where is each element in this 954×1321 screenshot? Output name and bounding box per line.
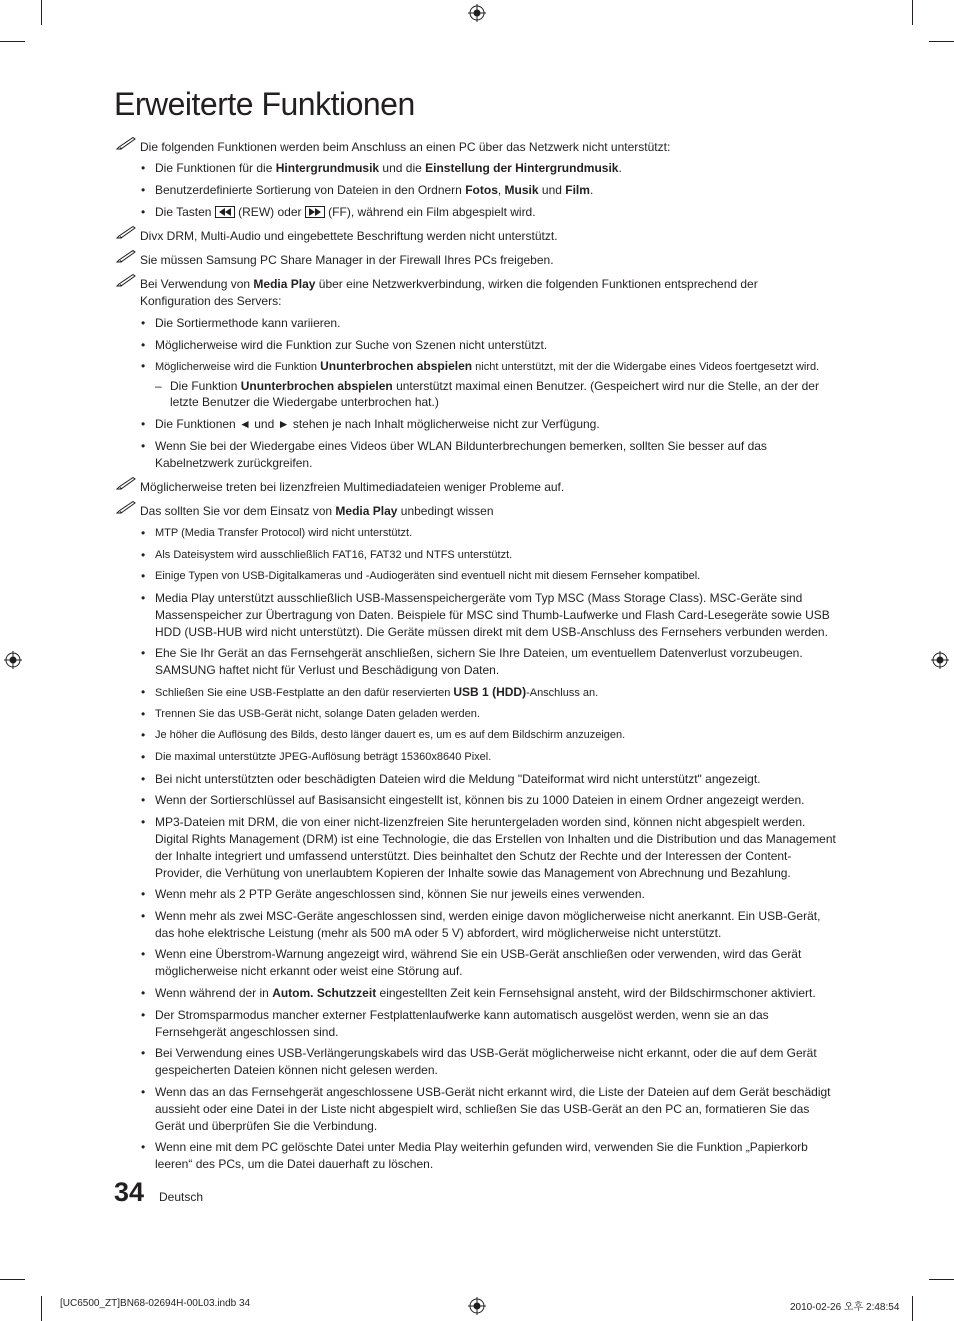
list-item: Fernsehgerät angeschlossen sind. bbox=[155, 1025, 339, 1039]
list-item: Möglicherweise wird die Funktion zur Suche von Szenen nicht unterstützt. bbox=[155, 338, 548, 352]
bullet-dot: • bbox=[141, 887, 146, 901]
list-item: Wenn das an das Fernsehgerät angeschlossene USB-Gerät nicht erkannt wird, die Liste der Dateien auf dem Gerät beschädigt bbox=[155, 1085, 831, 1099]
list-item: MP3-Dateien mit DRM, die von einer nicht-lizenzfreien Site heruntergeladen worden sind, können nicht abgespielt werden. bbox=[155, 815, 806, 829]
rewind-button-icon bbox=[215, 206, 235, 218]
crop-mark bbox=[929, 41, 954, 42]
list-item: Die maximal unterstützte JPEG-Auflösung beträgt 15360x8640 Pixel. bbox=[155, 751, 492, 763]
bullet-dot: • bbox=[141, 909, 146, 923]
pencil-note-icon bbox=[115, 477, 137, 491]
registration-mark-icon bbox=[468, 1297, 486, 1315]
list-item: leeren“ des PCs, um die Datei dauerhaft zu löschen. bbox=[155, 1157, 434, 1171]
footer-timestamp: 2010-02-26 오후 2:48:54 bbox=[790, 1302, 900, 1313]
bullet-dot: • bbox=[141, 1140, 146, 1154]
registration-mark-icon bbox=[931, 651, 949, 669]
list-item: HDD (USB-HUB wird nicht unterstützt). Die Geräte müssen direkt mit dem USB-Anschluss des Fernsehers verbunden werden. bbox=[155, 625, 828, 639]
bullet-dot: • bbox=[141, 947, 146, 961]
crop-mark bbox=[41, 0, 42, 25]
list-item: Die Funktionen für die Hintergrundmusik und die Einstellung der Hintergrundmusik. bbox=[155, 161, 622, 175]
crop-mark bbox=[912, 0, 913, 25]
note-text: Das sollten Sie vor dem Einsatz von Media Play unbedingt wissen bbox=[140, 504, 494, 518]
bullet-dot: • bbox=[141, 439, 146, 453]
dash-marker: – bbox=[155, 379, 162, 393]
sub-list-item: Die Funktion Ununterbrochen abspielen unterstützt maximal einen Benutzer. (Gespeichert wird nur die Stelle, an der der bbox=[170, 379, 819, 393]
list-item: aussieht oder eine Datei in der Liste nicht abgespielt wird, schließen Sie das USB-Gerät an den PC an, formatieren Sie das bbox=[155, 1102, 810, 1116]
bullet-dot: • bbox=[141, 1046, 146, 1060]
list-item: Massenspeicher zur Übertragung von Daten. Beispiele für MSC sind Thumb-Laufwerke und Flash Card-Lesegeräte sowie USB bbox=[155, 608, 830, 622]
list-item: Gerät und überprüfen Sie die Verbindung. bbox=[155, 1119, 378, 1133]
bullet-dot: • bbox=[141, 359, 146, 373]
note-text: Divx DRM, Multi-Audio und eingebettete Beschriftung werden nicht unterstützt. bbox=[140, 229, 558, 243]
bullet-dot: • bbox=[141, 815, 146, 829]
page-language: Deutsch bbox=[159, 1190, 204, 1204]
bullet-dot: • bbox=[141, 316, 146, 330]
bullet-dot: • bbox=[141, 793, 146, 807]
sub-list-item: letzte Benutzer die Wiedergabe unterbrochen hat.) bbox=[170, 395, 439, 409]
bullet-dot: • bbox=[141, 338, 146, 352]
list-item: Wenn eine Überstrom-Warnung angezeigt wird, während Sie ein USB-Gerät anschließen oder verwenden, wird das Gerät bbox=[155, 947, 802, 961]
list-item: Je höher die Auflösung des Bilds, desto länger dauert es, um es auf dem Bildschirm anzuzeigen. bbox=[155, 729, 626, 741]
list-item: Wenn der Sortierschlüssel auf Basisansicht eingestellt ist, können bis zu 1000 Dateien in einem Ordner angezeigt werden. bbox=[155, 793, 805, 807]
list-item: Trennen Sie das USB-Gerät nicht, solange Daten geladen werden. bbox=[155, 708, 480, 720]
bullet-dot: • bbox=[141, 526, 146, 540]
bullet-dot: • bbox=[141, 205, 146, 219]
note-text: Möglicherweise treten bei lizenzfreien Multimediadateien weniger Probleme auf. bbox=[140, 480, 565, 494]
bullet-dot: • bbox=[141, 161, 146, 175]
page-title: Erweiterte Funktionen bbox=[114, 86, 415, 122]
bullet-dot: • bbox=[141, 646, 146, 660]
list-item: Die Tasten (REW) oder (FF), während ein Film abgespielt wird. bbox=[155, 205, 536, 219]
list-item: Die Funktionen ◄ und ► stehen je nach Inhalt möglicherweise nicht zur Verfügung. bbox=[155, 417, 600, 431]
list-item: Media Play unterstützt ausschließlich USB-Massenspeichergeräte vom Typ MSC (Mass Storage Class). MSC-Geräte sind bbox=[155, 591, 803, 605]
note-text: Konfiguration des Servers: bbox=[140, 294, 282, 308]
list-item: Der Stromsparmodus mancher externer Festplattenlaufwerke kann automatisch ausgelöst werden, wenn sie an das bbox=[155, 1008, 769, 1022]
list-item: Als Dateisystem wird ausschließlich FAT16, FAT32 und NTFS unterstützt. bbox=[155, 549, 513, 561]
list-item: Wenn eine mit dem PC gelöschte Datei unter Media Play weiterhin gefunden wird, verwenden Sie die Funktion „Papierkorb bbox=[155, 1140, 808, 1154]
list-item: das hohe elektrische Leistung (mehr als 500 mA oder 5 V) abfordert, wird möglicherweise nicht unterstützt. bbox=[155, 926, 722, 940]
pencil-note-icon bbox=[115, 501, 137, 515]
list-item: der Inhalte integriert und umfassend unterstützt. Dies beinhaltet den Schutz der Rechte und der Interessen der Content- bbox=[155, 849, 792, 863]
list-item: SAMSUNG haftet nicht für Verlust und Beschädigung von Daten. bbox=[155, 663, 500, 677]
list-item: Wenn mehr als zwei MSC-Geräte angeschlossen sind, werden einige davon möglicherweise nicht anerkannt. Ein USB-Gerät, bbox=[155, 909, 821, 923]
list-item: Wenn während der in Autom. Schutzzeit eingestellten Zeit kein Fernsehsignal ansteht, wird der Bildschirmschoner aktiviert. bbox=[155, 986, 816, 1000]
list-item: Ehe Sie Ihr Gerät an das Fernsehgerät anschließen, sichern Sie Ihre Dateien, um eventuellem Datenverlust vorzubeugen. bbox=[155, 646, 803, 660]
bullet-dot: • bbox=[141, 750, 146, 764]
list-item: Digital Rights Management (DRM) ist eine Technologie, die das Erstellen von Inhalten und die Distribution und das Management bbox=[155, 832, 836, 846]
list-item: MTP (Media Transfer Protocol) wird nicht unterstützt. bbox=[155, 527, 413, 539]
registration-mark-icon bbox=[468, 4, 486, 22]
bullet-dot: • bbox=[141, 986, 146, 1000]
pencil-note-icon bbox=[115, 137, 137, 151]
note-text: Sie müssen Samsung PC Share Manager in der Firewall Ihres PCs freigeben. bbox=[140, 253, 554, 267]
bullet-dot: • bbox=[141, 772, 146, 786]
registration-mark-icon bbox=[4, 651, 22, 669]
pencil-note-icon bbox=[115, 226, 137, 240]
bullet-dot: • bbox=[141, 1085, 146, 1099]
fast-forward-button-icon bbox=[305, 206, 325, 218]
note-text: Die folgenden Funktionen werden beim Anschluss an einen PC über das Netzwerk nicht unterstützt: bbox=[140, 140, 671, 154]
crop-mark bbox=[0, 1279, 25, 1280]
bullet-dot: • bbox=[141, 728, 146, 742]
bullet-dot: • bbox=[141, 417, 146, 431]
list-item: Schließen Sie eine USB-Festplatte an den dafür reservierten USB 1 (HDD)-Anschluss an. bbox=[155, 685, 599, 699]
footer-file-info: [UC6500_ZT]BN68-02694H-00L03.indb 34 bbox=[60, 1298, 251, 1309]
bullet-dot: • bbox=[141, 569, 146, 583]
list-item: Die Sortiermethode kann variieren. bbox=[155, 316, 341, 330]
list-item: möglicherweise nicht erkannt oder weist eine Störung auf. bbox=[155, 964, 463, 978]
list-item: Benutzerdefinierte Sortierung von Dateien in den Ordnern Fotos, Musik und Film. bbox=[155, 183, 594, 197]
bullet-dot: • bbox=[141, 685, 146, 699]
crop-mark bbox=[929, 1279, 954, 1280]
pencil-note-icon bbox=[115, 274, 137, 288]
list-item: Wenn mehr als 2 PTP Geräte angeschlossen sind, können Sie nur jeweils eines verwenden. bbox=[155, 887, 645, 901]
list-item: Einige Typen von USB-Digitalkameras und -Audiogeräten sind eventuell nicht mit diesem Fernseher kompatibel. bbox=[155, 570, 701, 582]
note-text: Bei Verwendung von Media Play über eine Netzwerkverbindung, wirken die folgenden Funktionen entsprechend der bbox=[140, 277, 758, 291]
list-item: Wenn Sie bei der Wiedergabe eines Videos über WLAN Bildunterbrechungen bemerken, sollten Sie besser auf das bbox=[155, 439, 767, 453]
bullet-dot: • bbox=[141, 548, 146, 562]
list-item: Bei Verwendung eines USB-Verlängerungskabels wird das USB-Gerät möglicherweise nicht erkannt, oder die auf dem Gerät bbox=[155, 1046, 817, 1060]
list-item: gespeicherten Dateien können nicht gelesen werden. bbox=[155, 1063, 438, 1077]
bullet-dot: • bbox=[141, 183, 146, 197]
crop-mark bbox=[41, 1296, 42, 1321]
list-item: Möglicherweise wird die Funktion Ununterbrochen abspielen nicht unterstützt, mit der die Widergabe eines Videos foertgesetzt wird. bbox=[155, 359, 820, 373]
crop-mark bbox=[0, 41, 25, 42]
list-item: Provider, die Verhütung von unerlaubtem Kopieren der Inhalte sowie das Management von Abrechnung und Bezahlung. bbox=[155, 866, 791, 880]
crop-mark bbox=[912, 1296, 913, 1321]
bullet-dot: • bbox=[141, 707, 146, 721]
bullet-dot: • bbox=[141, 591, 146, 605]
bullet-dot: • bbox=[141, 1008, 146, 1022]
pencil-note-icon bbox=[115, 250, 137, 264]
list-item: Bei nicht unterstützten oder beschädigten Dateien wird die Meldung "Dateiformat wird nicht unterstützt" angezeigt. bbox=[155, 772, 761, 786]
page-number: 34 bbox=[114, 1177, 145, 1207]
list-item: Kabelnetzwerk zurückgreifen. bbox=[155, 456, 313, 470]
